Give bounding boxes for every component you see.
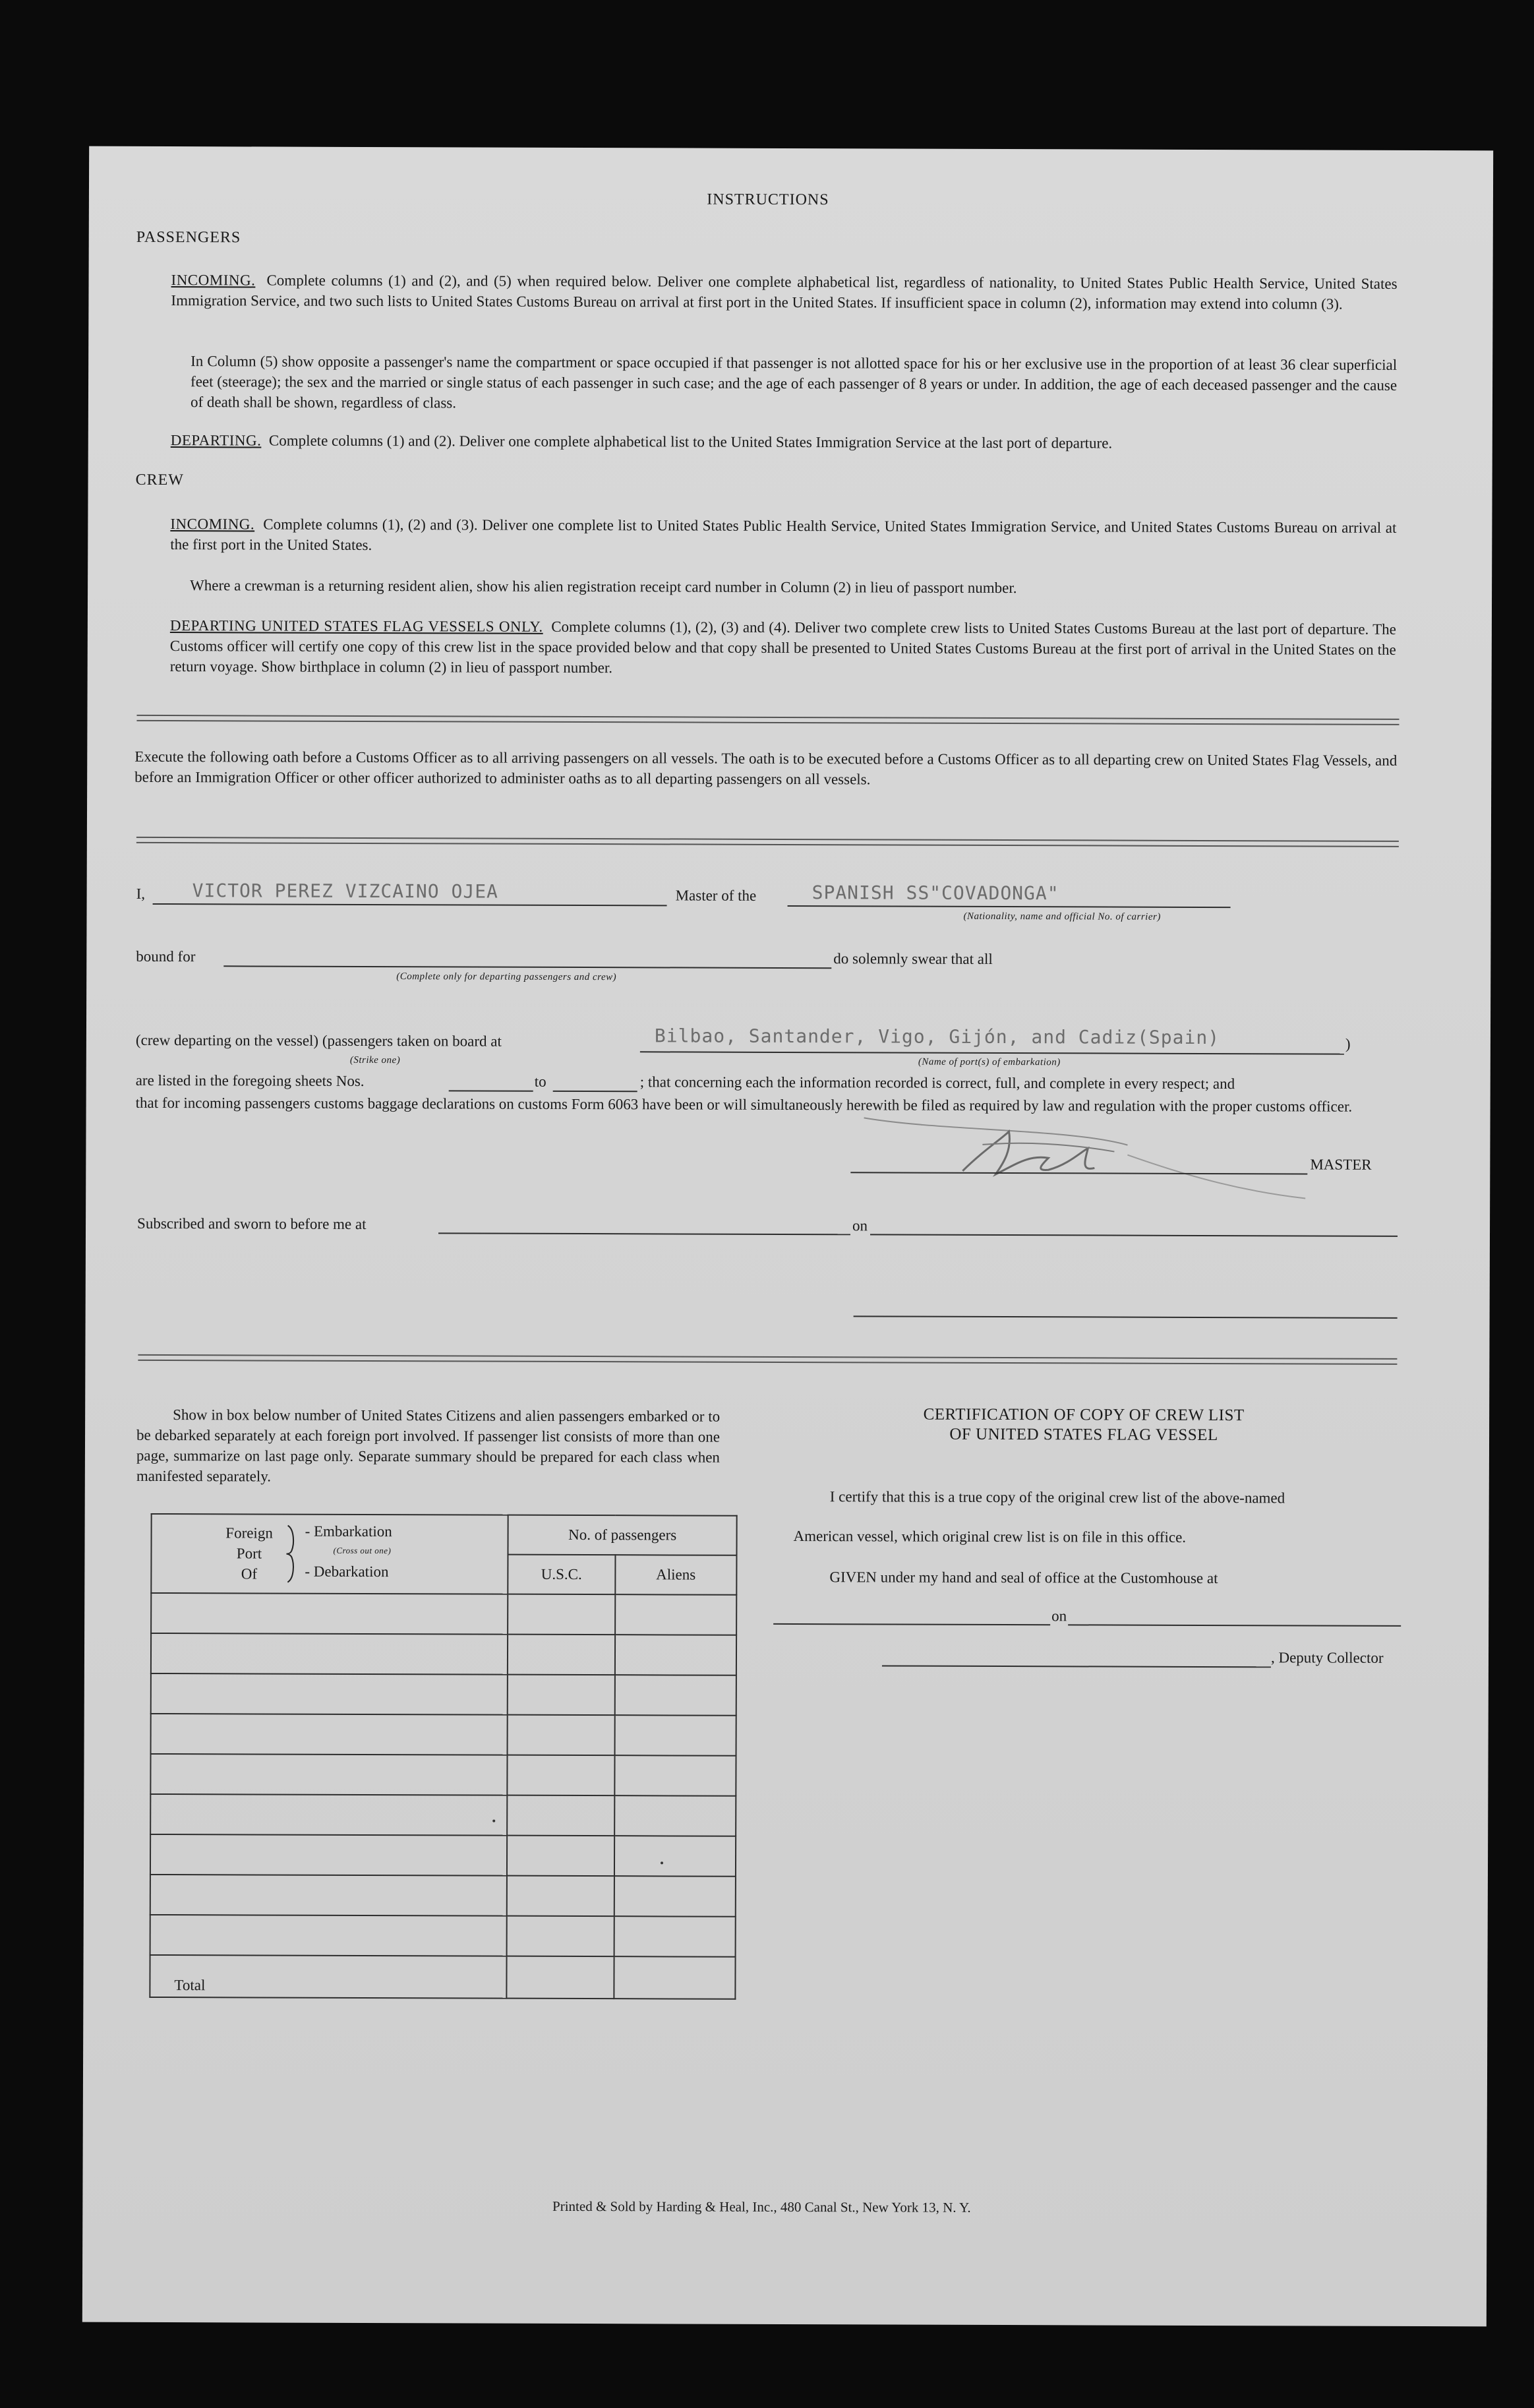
subscribed-label: Subscribed and sworn to before me at — [137, 1215, 367, 1232]
table-row — [151, 1714, 736, 1756]
total-label: Total — [150, 1955, 506, 1999]
subscribed-date-line — [870, 1234, 1398, 1237]
bound-for-line — [223, 965, 831, 969]
table-row — [151, 1633, 736, 1675]
table-row — [150, 1875, 736, 1917]
strike-one-caption: (Strike one) — [349, 1054, 401, 1066]
subscribed-on-label: on — [852, 1217, 868, 1234]
port-header-cell — [151, 1514, 508, 1594]
passengers-incoming-text: Complete columns (1) and (2), and (5) when required below. Deliver one complete alphabetical list, regardless of nationality, to United States Public Health Service, United States Immigration Service, and two such lists to United States Customs Bureau on arrival at first port in the United States. If insufficient space in column (2), information may extend into column (3). — [171, 272, 1398, 313]
table-row — [150, 1915, 736, 1957]
passengers-incoming-label: INCOMING. — [171, 272, 256, 289]
total-usc-cell[interactable] — [507, 1956, 614, 1999]
crew-passengers-text: (crew departing on the vessel) (passengers taken on board at — [135, 1031, 502, 1050]
sheet-to-line — [553, 1091, 637, 1092]
summary-instructions: Show in box below number of United States Citizens and alien passengers embarked or to be debarked separately at each foreign port involved. If passenger list consists of more than one page, summarize on last page only. Separate summary should be prepared for each class when manifested separately. — [136, 1406, 721, 1485]
table-row — [150, 1834, 736, 1877]
subscribed-place-line — [438, 1232, 850, 1235]
ink-speck — [661, 1861, 663, 1864]
certify-line1: I certify that this is a true copy of the original crew list of the above-named — [829, 1488, 1285, 1507]
swear-text: do solemnly swear that all — [833, 950, 993, 967]
certification-title-line2: OF UNITED STATES FLAG VESSEL — [949, 1425, 1218, 1445]
total-aliens-cell[interactable] — [614, 1956, 736, 1999]
debarkation-label: - Debarkation — [305, 1563, 389, 1580]
table-row — [151, 1593, 736, 1635]
embarkation-label: - Embarkation — [305, 1522, 392, 1540]
certification-date-line — [1068, 1624, 1401, 1627]
master-name-value: VICTOR PEREZ VIZCAINO OJEA — [192, 880, 498, 903]
passengers-column5-paragraph: In Column (5) show opposite a passenger's name the compartment or space occupied if that passenger is not allotted space for his or her exclusive use in the proportion of at least 36 clear superficial feet (steerage); the sex and the married or single status of each passenger in such case; and the age of each passenger of 8 years or under. In addition, the age of each deceased passenger and the cause of death shall be shown, regardless of class. — [190, 353, 1398, 411]
passengers-departing-text: Complete columns (1) and (2). Deliver one complete alphabetical list to the United States Immigration Service at the last port of departure. — [268, 432, 1113, 452]
usc-header: U.S.C. — [508, 1555, 616, 1595]
certify-line2: American vessel, which original crew list is on file in this office. — [793, 1528, 1187, 1546]
listed-text: are listed in the foregoing sheets Nos. — [135, 1071, 365, 1089]
ports-close-paren: ) — [1345, 1035, 1351, 1052]
listed-rest-text: ; that concerning each the information recorded is correct, full, and complete in every respect; and — [639, 1073, 1235, 1093]
ports-line — [640, 1051, 1344, 1054]
total-row — [150, 1955, 735, 1999]
oath-i-label: I, — [136, 885, 146, 902]
crew-departing-label: DEPARTING UNITED STATES FLAG VESSELS ONLY. — [169, 617, 543, 635]
bound-for-label: bound for — [136, 948, 196, 965]
vessel-value: SPANISH SS"COVADONGA" — [811, 882, 1059, 905]
master-signature — [850, 1091, 1313, 1205]
table-row — [150, 1754, 736, 1796]
given-text: GIVEN under my hand and seal of office at the Customhouse at — [829, 1569, 1218, 1587]
sheet-from-line — [449, 1090, 533, 1091]
no-passengers-header: No. of passengers — [508, 1515, 737, 1555]
passenger-summary-table — [149, 1513, 737, 2000]
printer-footer: Printed & Sold by Harding & Heal, Inc., 480 Canal St., New York 13, N. Y. — [552, 2198, 971, 2215]
table-row — [150, 1794, 736, 1836]
deputy-signature-line — [882, 1665, 1271, 1668]
passengers-heading: PASSENGERS — [136, 228, 241, 247]
oath-divider — [136, 837, 1399, 847]
deputy-collector-label: , Deputy Collector — [1270, 1649, 1384, 1666]
crew-resident-paragraph: Where a crewman is a returning resident alien, show his alien registration receipt card number in Column (2) in lieu of passport number. — [190, 577, 1017, 597]
port-label: Port — [236, 1545, 262, 1562]
aliens-header: Aliens — [615, 1555, 737, 1595]
vessel-caption: (Nationality, name and official No. of carrier) — [963, 911, 1161, 922]
section-divider — [136, 715, 1399, 725]
crew-departing-text: Complete columns (1), (2), (3) and (4). Deliver two complete crew lists to United States Customs Bureau at the last port of departure. The Customs officer will certify one copy of this crew list in the space provided below and that copy shall be presented to United States Customs Bureau at the first port of arrival in the United States on the return voyage. Show birthplace in column (2) in lieu of passport number. — [169, 618, 1396, 677]
cross-out-caption: (Cross out one) — [333, 1545, 392, 1556]
sheet-to-label: to — [534, 1073, 546, 1090]
passengers-incoming-paragraph — [171, 270, 1397, 315]
officer-signature-line — [854, 1315, 1398, 1319]
customhouse-line — [773, 1623, 1050, 1625]
bottom-divider — [138, 1354, 1397, 1365]
passengers-departing-label: DEPARTING. — [170, 432, 262, 449]
certification-on-label: on — [1051, 1608, 1067, 1625]
vessel-line — [788, 905, 1231, 908]
passengers-departing-paragraph — [171, 430, 1397, 454]
ports-caption: (Name of port(s) of embarkation) — [918, 1056, 1061, 1068]
ports-value: Bilbao, Santander, Vigo, Gijón, and Cadiz(Spain) — [654, 1025, 1220, 1049]
crew-incoming-paragraph — [170, 514, 1396, 558]
page-title: INSTRUCTIONS — [707, 191, 829, 209]
master-of-label: Master of the — [675, 887, 757, 904]
summary-header-row — [151, 1514, 736, 1555]
table-row — [151, 1673, 736, 1716]
ink-speck — [492, 1820, 495, 1822]
certification-title — [800, 1404, 1367, 1446]
crew-incoming-label: INCOMING. — [170, 516, 255, 533]
crew-departing-paragraph — [170, 615, 1396, 680]
brace-icon — [283, 1524, 299, 1584]
master-name-line — [153, 903, 667, 906]
crew-heading: CREW — [135, 471, 184, 489]
baggage-text: that for incoming passengers customs baggage declarations on customs Form 6063 have been or will simultaneously herewith be filed as required by law and regulation with the proper customs officer. — [135, 1094, 1353, 1115]
master-label: MASTER — [1310, 1156, 1372, 1173]
foreign-label: Foreign — [225, 1524, 273, 1542]
certification-title-line1: CERTIFICATION OF COPY OF CREW LIST — [923, 1405, 1245, 1425]
oath-intro: Execute the following oath before a Customs Officer as to all arriving passengers on all vessels. The oath is to be executed before a Customs Officer as to all departing crew on United States Flag Vessels, and before an Immigration Officer or other officer authorized to administer oaths as to all departing passengers on all vessels. — [134, 748, 1398, 788]
crew-incoming-text: Complete columns (1), (2) and (3). Deliver one complete list to United States Public Health Service, United States Immigration Service, and United States Customs Bureau on arrival at the first port in the United States. — [170, 516, 1397, 554]
form-page — [82, 146, 1493, 2327]
of-label: Of — [241, 1565, 258, 1582]
bound-for-caption: (Complete only for departing passengers and crew) — [396, 971, 617, 983]
